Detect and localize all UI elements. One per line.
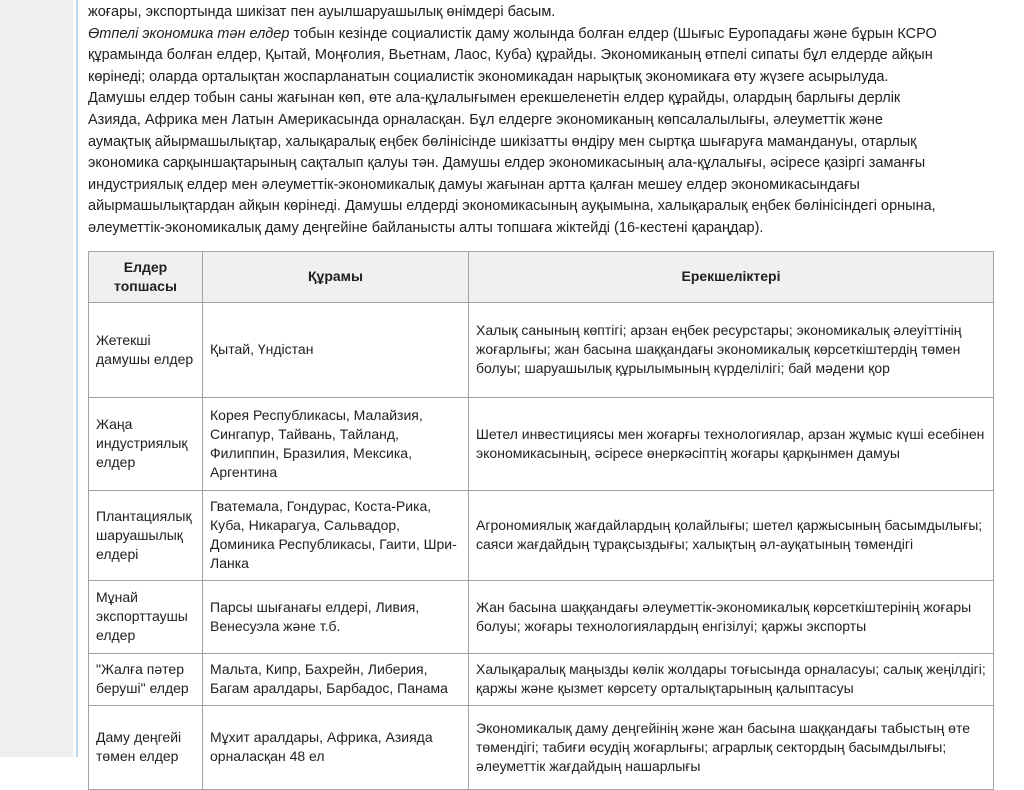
text-line: индустриялық елдер мен әлеуметтік-экономикалық дамуы жағынан артта қалған мешеу елдер экономикасындағы xyxy=(88,176,860,193)
cell-members: Мальта, Кипр, Бахрейн, Либерия, Багам аралдары, Барбадос, Панама xyxy=(203,653,469,705)
cell-features: Экономикалық даму деңгейінің және жан басына шаққандағы табыстың өте төмендігі; табиғи өсудің жоғарлығы; аграрлық сектордың басымдылығы; әлеуметтік жағдайдың нашарлығы xyxy=(469,705,994,789)
header-group: Елдер топшасы xyxy=(89,251,203,302)
cell-members: Гватемала, Гондурас, Коста-Рика, Куба, Никарагуа, Сальвадор, Доминика Республикасы, Гаити, Шри-Ланка xyxy=(203,490,469,580)
country-groups-table xyxy=(88,251,994,790)
cell-group: Жетекші дамушы елдер xyxy=(89,302,203,397)
text-line: көрінеді; оларда орталықтан жоспарланатын социалистік экономикадан нарықтық экономикаға өту жүзеге асырылуда. xyxy=(88,68,889,85)
table-row xyxy=(89,397,994,490)
page-edge-line xyxy=(76,0,78,757)
text-line: айырмашылықтардан айқын көрінеді. Дамушы елдерді экономикасының ауқымына, халықаралық еңбек бөлінісіндегі орнына, xyxy=(88,198,936,215)
cell-group: Жаңа индустриялық елдер xyxy=(89,397,203,490)
text-line: Азияда, Африка мен Латын Америкасында орналасқан. Бұл елдерге экономиканың көпсалалылығы, әлеуметтік және xyxy=(88,111,883,128)
italic-term: Өтпелі экономика тән елдер xyxy=(88,25,290,42)
cell-group: "Жалға пәтер беруші" елдер xyxy=(89,653,203,705)
table-row xyxy=(89,302,994,397)
text-line: Дамушы елдер тобын саны жағынан көп, өте ала-құлалығымен ерекшеленетін елдер құрайды, олардың барлығы дерлік xyxy=(88,90,901,107)
book-page-content xyxy=(88,2,998,790)
text-line: жоғары, экспортында шикізат пен ауылшаруашылық өнімдері басым. xyxy=(88,4,556,20)
cell-features: Агрономиялық жағдайлардың қолайлығы; шетел қаржысының басымдылығы; саяси жағдайдың тұрақсыздығы; халықтың әл-ауқатының төмендігі xyxy=(469,490,994,580)
table-row xyxy=(89,653,994,705)
body-text xyxy=(88,2,998,240)
table-row xyxy=(89,705,994,789)
text-line: экономика сарқыншақтарының сақталып қалуы тән. Дамушы елдер экономикасының ала-құлалығы, әсіресе қазіргі заманғы xyxy=(88,155,926,172)
header-features: Ерекшеліктері xyxy=(469,251,994,302)
header-members: Құрамы xyxy=(203,251,469,302)
cell-members: Мұхит аралдары, Африка, Азияда орналасқан 48 ел xyxy=(203,705,469,789)
cell-group: Мұнай экспорттаушы елдер xyxy=(89,580,203,653)
table-row xyxy=(89,490,994,580)
cell-features: Шетел инвестициясы мен жоғарғы технологиялар, арзан жұмыс күші есебінен экономикасының, әсіресе өнеркәсіптің жоғары қарқынмен дамуы xyxy=(469,397,994,490)
text-line: Өтпелі экономика тән елдер тобын кезінде социалистік даму жолында болған елдер (Шығыс Еуропадағы және бұрын КСРО xyxy=(88,25,937,42)
reader-gutter xyxy=(0,0,73,757)
cell-members: Парсы шығанағы елдері, Ливия, Венесуэла және т.б. xyxy=(203,580,469,653)
table-header-row xyxy=(89,251,994,302)
text-line: аумақтық айырмашылықтар, халықаралық еңбек бөлінісінде шикізатты өндіру мен сыртқа шығаруға мамандануы, отарлық xyxy=(88,133,917,150)
cell-group: Плантациялық шаруашылық елдері xyxy=(89,490,203,580)
text-line: әлеуметтік-экономикалық даму деңгейіне байланысты алты топшаға жіктейді (16-кестені қараңдар). xyxy=(88,219,764,236)
text-line: құрамында болған елдер, Қытай, Моңғолия, Вьетнам, Лаос, Куба) құрайды. Экономиканың өтпелі сипаты бұл елдерде айқын xyxy=(88,47,933,64)
table-row xyxy=(89,580,994,653)
cell-members: Қытай, Үндістан xyxy=(203,302,469,397)
cell-group: Даму деңгейі төмен елдер xyxy=(89,705,203,789)
cell-members: Корея Республикасы, Малайзия, Сингапур, Тайвань, Тайланд, Филиппин, Бразилия, Мексика, Аргентина xyxy=(203,397,469,490)
cell-features: Халықаралық маңызды көлік жолдары тоғысында орналасуы; салық жеңілдігі; қаржы және қызмет көрсету орталықтарының қалыптасуы xyxy=(469,653,994,705)
cell-features: Жан басына шаққандағы әлеуметтік-экономикалық көрсеткіштерінің жоғары болуы; жоғары технологиялардың енгізілуі; қаржы экспорты xyxy=(469,580,994,653)
cell-features: Халық санының көптігі; арзан еңбек ресурстары; экономикалық әлеуіттінің жоғарлығы; жан басына шаққандағы экономикалық көрсеткіштердің төмен болуы; шаруашылық құрылымының күрделілігі; бай мәдени қор xyxy=(469,302,994,397)
